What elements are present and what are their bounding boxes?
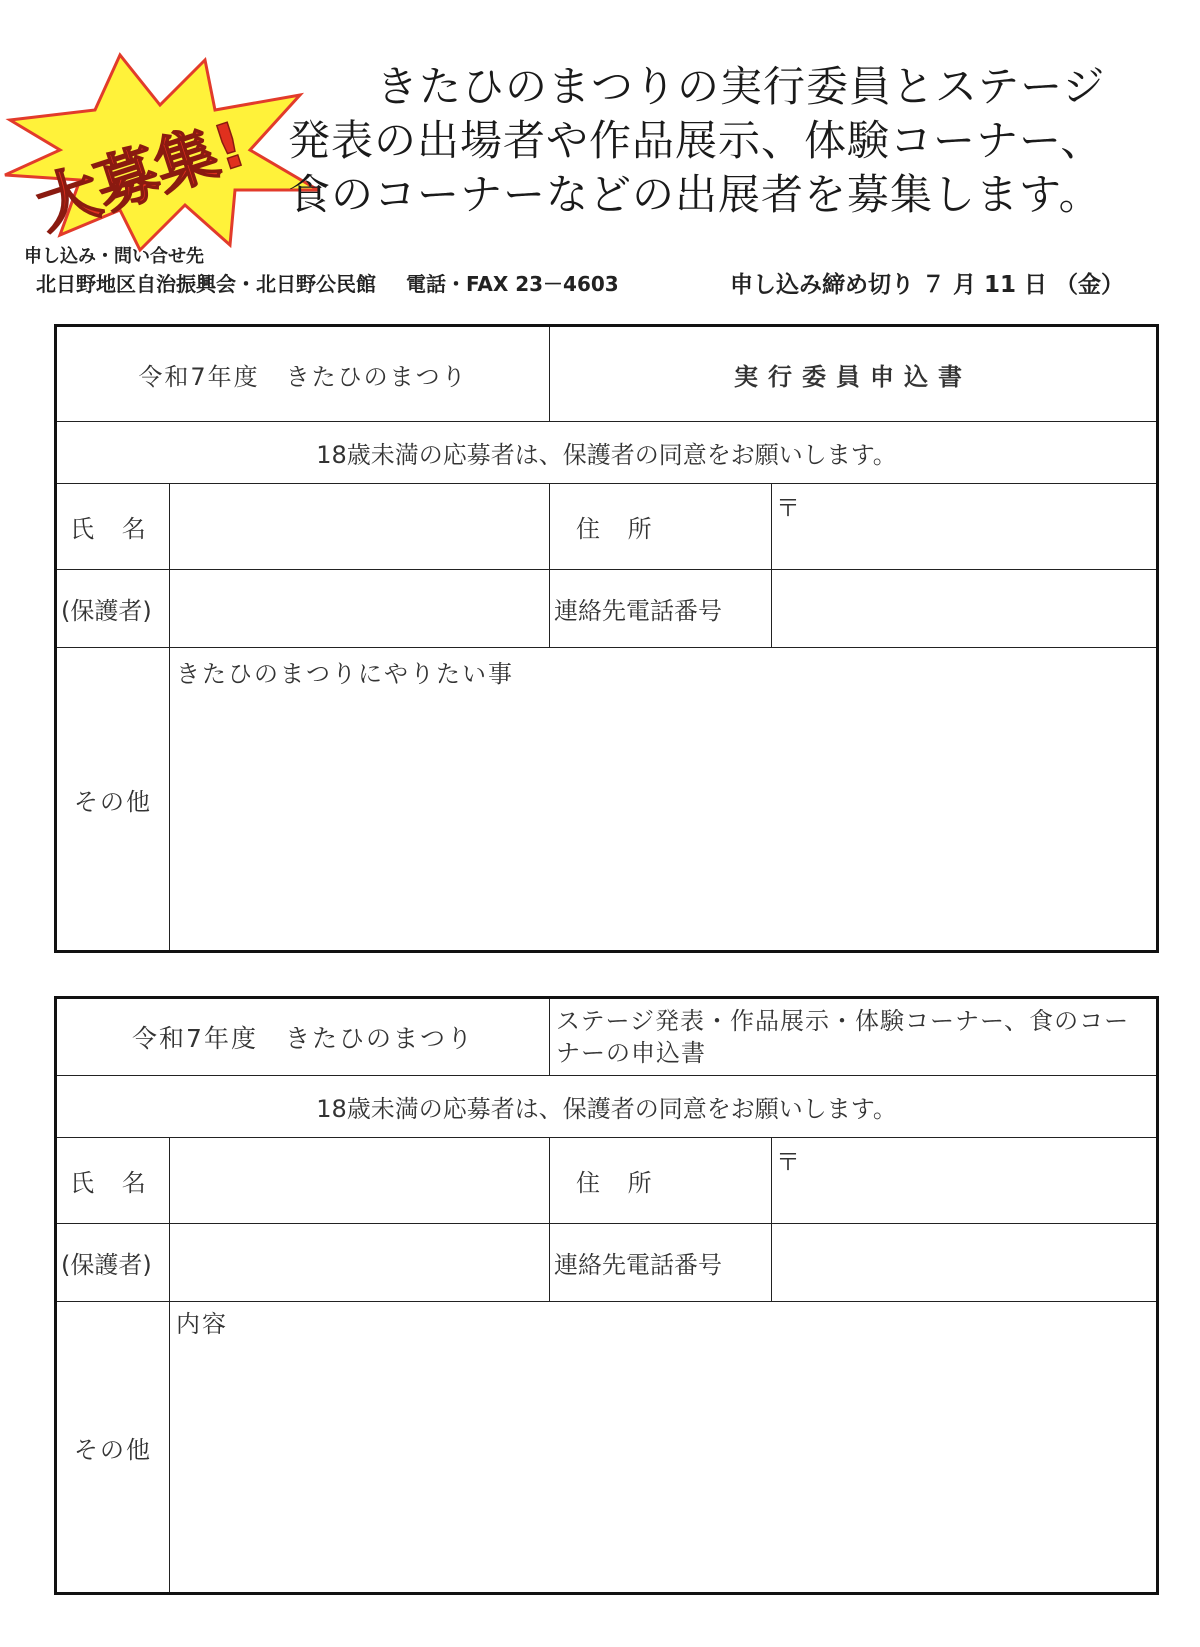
headline-line-1: きたひのまつりの実行委員とステージ [376, 62, 1106, 111]
headline [288, 60, 1168, 222]
other-prompt: きたひのまつりにやりたい事 [176, 660, 514, 688]
phone-field[interactable] [772, 570, 1158, 648]
address-field[interactable] [772, 1138, 1158, 1224]
phone-label: 連絡先電話番号 [550, 570, 772, 648]
form-year-title: 令和7年度 きたひのまつり [56, 998, 550, 1076]
address-label: 住 所 [550, 484, 772, 570]
contact-phone: 電話・FAX 23－4603 [406, 272, 619, 296]
name-field[interactable] [170, 1138, 550, 1224]
guardian-field[interactable] [170, 1224, 550, 1302]
headline-line-2: 発表の出場者や作品展示、体験コーナー、 [288, 116, 1104, 165]
recruit-starburst-badge [0, 40, 320, 260]
phone-label: 連絡先電話番号 [550, 1224, 772, 1302]
other-label: その他 [56, 648, 170, 952]
address-label: 住 所 [550, 1138, 772, 1224]
address-field[interactable] [772, 484, 1158, 570]
other-field[interactable] [170, 1302, 1158, 1594]
name-label: 氏 名 [56, 1138, 170, 1224]
form-title: ステージ発表・作品展示・体験コーナー、食のコーナーの申込書 [550, 998, 1158, 1076]
exhibitor-application-form [54, 996, 1159, 1595]
other-label: その他 [56, 1302, 170, 1594]
badge-text: 大募集! [27, 107, 255, 243]
postal-mark: 〒 [776, 1148, 801, 1176]
contact-label: 申し込み・問い合せ先 [24, 246, 204, 267]
form-title: 実行委員申込書 [550, 326, 1158, 422]
guardian-label: (保護者) [56, 1224, 170, 1302]
contact-info [36, 268, 619, 297]
form-year-title: 令和7年度 きたひのまつり [56, 326, 550, 422]
guardian-label: (保護者) [56, 570, 170, 648]
guardian-field[interactable] [170, 570, 550, 648]
name-field[interactable] [170, 484, 550, 570]
name-label: 氏 名 [56, 484, 170, 570]
headline-line-3: 食のコーナーなどの出展者を募集します。 [288, 170, 1102, 219]
contact-organization: 北日野地区自治振興会・北日野公民館 [36, 272, 376, 296]
guardian-consent-notice: 18歳未満の応募者は、保護者の同意をお願いします。 [56, 1076, 1158, 1138]
committee-application-form [54, 324, 1159, 953]
other-prompt: 内容 [176, 1310, 228, 1338]
application-deadline: 申し込み締め切り ７ 月 11 日 （金） [730, 272, 1125, 298]
postal-mark: 〒 [776, 494, 800, 522]
other-field[interactable] [170, 648, 1158, 952]
guardian-consent-notice: 18歳未満の応募者は、保護者の同意をお願いします。 [56, 422, 1158, 484]
phone-field[interactable] [772, 1224, 1158, 1302]
